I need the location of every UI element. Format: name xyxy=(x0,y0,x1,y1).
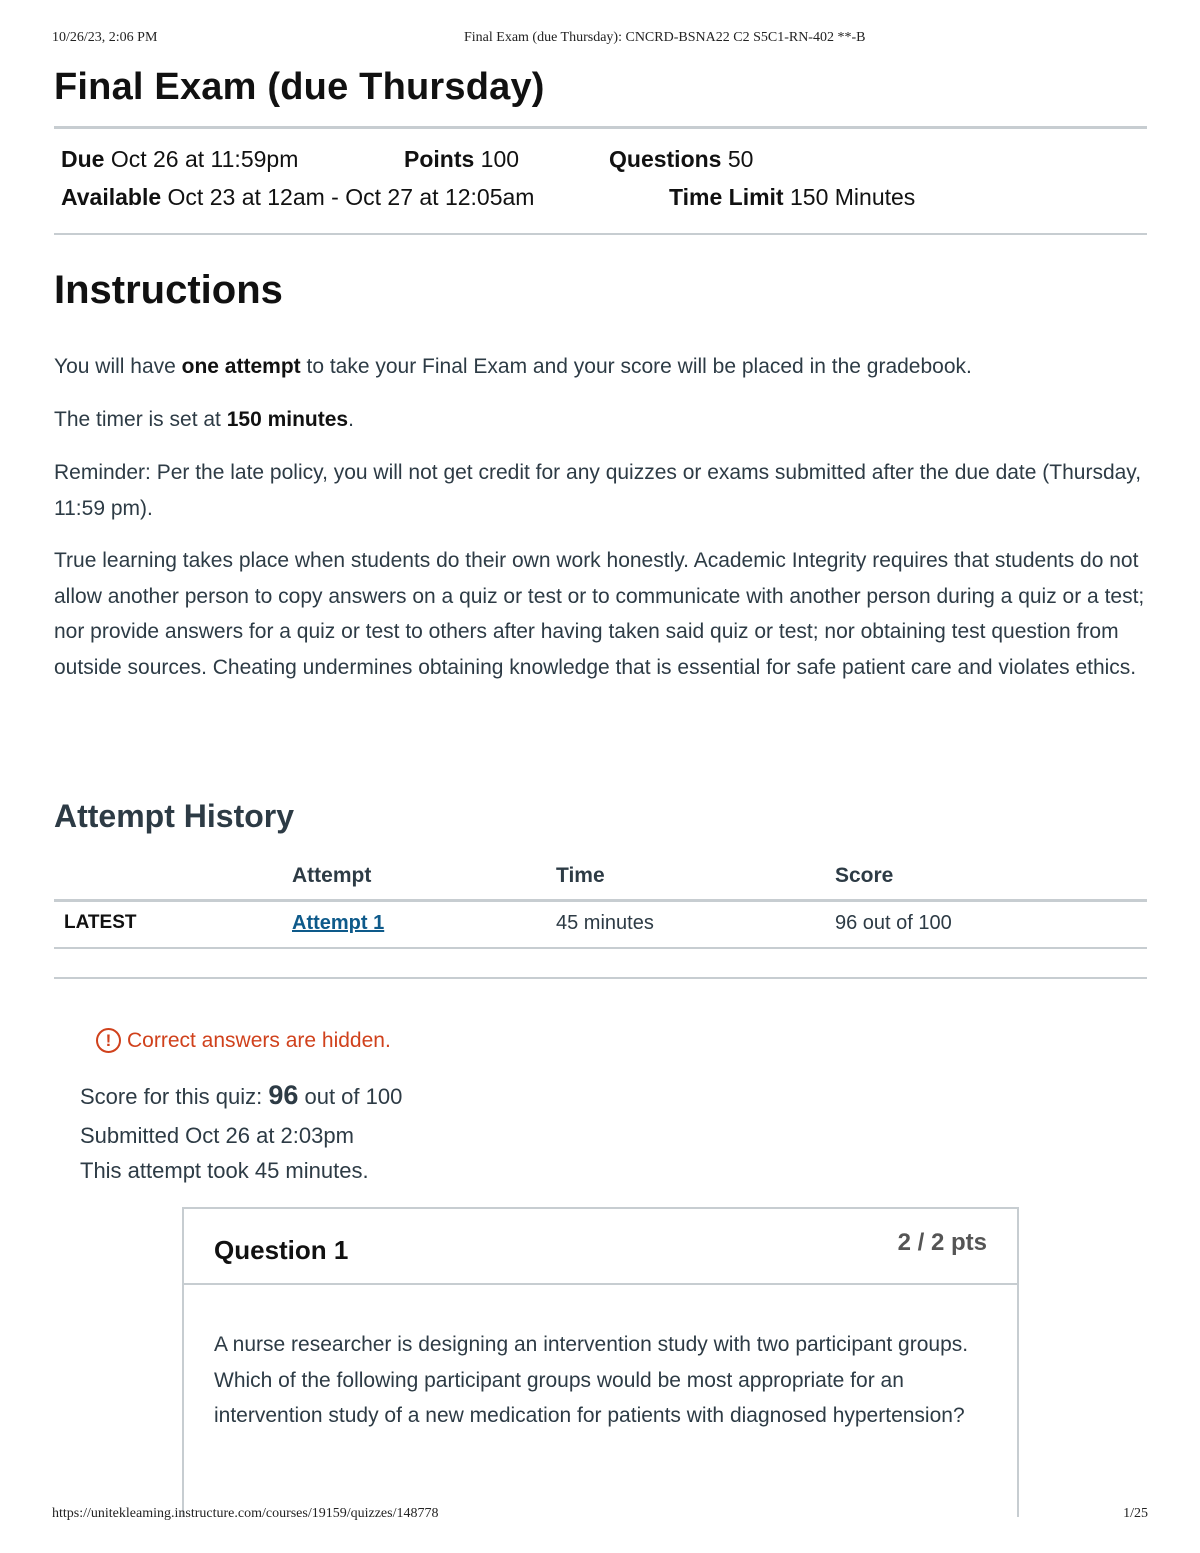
p1-bold: one attempt xyxy=(181,355,301,378)
instructions-heading: Instructions xyxy=(54,268,283,312)
due-value: Oct 26 at 11:59pm xyxy=(110,146,299,172)
time-limit-label: Time Limit xyxy=(669,184,784,210)
availability xyxy=(61,184,534,211)
print-url: https://unitekleaming.instructure.com/courses/19159/quizzes/148778 xyxy=(52,1506,439,1521)
p2-text-after: . xyxy=(348,408,354,431)
instructions-reminder-paragraph: Reminder: Per the late policy, you will not get credit for any quizzes or exams submitted after the due date (Thursday, 11:59 pm). xyxy=(54,461,1142,520)
meta-divider xyxy=(54,233,1147,235)
due-date xyxy=(61,146,298,173)
title-divider xyxy=(54,126,1147,129)
alert-text: Correct answers are hidden. xyxy=(127,1028,391,1052)
column-header-score: Score xyxy=(835,864,894,887)
available-label: Available xyxy=(61,184,162,210)
print-footer xyxy=(52,1506,1148,1526)
attempt-score: 96 out of 100 xyxy=(835,912,952,934)
instructions-integrity-paragraph: True learning takes place when students do their own work honestly. Academic Integrity requires that students do not allow another person to copy answers on a quiz or test or to communicate with another person during a quiz or a test; nor provide answers for a quiz or test to others after having taken said quiz or test; nor obtaining test question from outside sources. Cheating undermines obtaining knowledge that is essential for safe patient care and violates ethics. xyxy=(54,549,1145,679)
column-header-attempt: Attempt xyxy=(292,864,372,887)
attempt-time: 45 minutes xyxy=(556,912,654,934)
section-divider xyxy=(54,977,1147,979)
attempt-duration: This attempt took 45 minutes. xyxy=(80,1158,369,1183)
time-limit xyxy=(669,184,915,211)
due-label: Due xyxy=(61,146,105,172)
print-page-number: 1/25 xyxy=(1123,1506,1148,1521)
p2-text-before: The timer is set at xyxy=(54,408,227,431)
points xyxy=(404,146,519,173)
quiz-score xyxy=(80,1080,402,1111)
score-value: 96 xyxy=(268,1080,299,1110)
instructions-attempt-paragraph xyxy=(54,349,1149,385)
table-header-divider xyxy=(54,899,1147,902)
score-prefix: Score for this quiz: xyxy=(80,1084,269,1109)
correct-answers-hidden-alert xyxy=(96,1028,391,1053)
question-points: 2 / 2 pts xyxy=(897,1229,987,1256)
print-title: Final Exam (due Thursday): CNCRD-BSNA22 C2 S5C1-RN-402 **-B xyxy=(464,30,866,45)
column-header-time: Time xyxy=(556,864,605,887)
points-value: 100 xyxy=(480,146,520,172)
warning-circle-icon: ! xyxy=(96,1028,121,1053)
table-row-divider xyxy=(54,947,1147,949)
attempt-history-heading: Attempt History xyxy=(54,798,295,834)
questions-value: 50 xyxy=(727,146,754,172)
p2-bold: 150 minutes xyxy=(226,408,349,431)
question-title: Question 1 xyxy=(214,1235,349,1265)
attempt-1-link[interactable]: Attempt 1 xyxy=(292,912,385,934)
question-header xyxy=(184,1209,1017,1285)
page-title: Final Exam (due Thursday) xyxy=(54,66,545,108)
score-suffix: out of 100 xyxy=(298,1084,403,1109)
question-card xyxy=(182,1207,1019,1517)
available-value: Oct 23 at 12am - Oct 27 at 12:05am xyxy=(167,184,535,210)
print-header xyxy=(52,30,1148,50)
p1-text-after: to take your Final Exam and your score will be placed in the gradebook. xyxy=(300,355,972,378)
points-label: Points xyxy=(404,146,475,172)
questions-label: Questions xyxy=(609,146,722,172)
latest-badge: LATEST xyxy=(64,912,137,933)
question-text: A nurse researcher is designing an intervention study with two participant groups. Which of the following participant groups would be most appropriate for an intervention study of a new medication for patients with diagnosed hypertension? xyxy=(214,1333,969,1427)
instructions-timer-paragraph xyxy=(54,402,1149,438)
submitted-time: Submitted Oct 26 at 2:03pm xyxy=(80,1123,354,1148)
p1-text-before: You will have xyxy=(54,355,182,378)
print-date: 10/26/23, 2:06 PM xyxy=(52,30,158,45)
questions-count xyxy=(609,146,753,173)
time-limit-value: 150 Minutes xyxy=(790,184,916,210)
